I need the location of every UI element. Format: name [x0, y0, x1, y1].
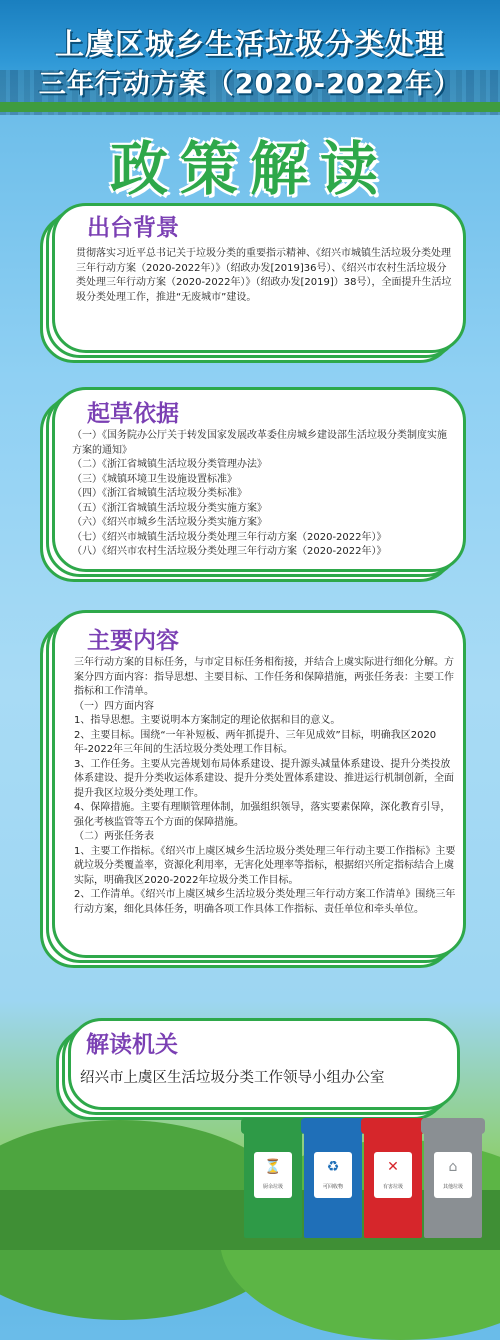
content-paragraph: 2、主要目标。围绕“一年补短板、两年抓提升、三年见成效”目标，明确我区2020年-2022年三年间的生活垃圾分类处理工作目标。	[74, 729, 437, 755]
recyclable-bin	[304, 1128, 362, 1238]
kitchen-waste-bin	[244, 1128, 302, 1238]
basis-item: （四）《浙江省城镇生活垃圾分类标准》	[72, 488, 247, 499]
content-paragraph: （二）两张任务表	[74, 831, 154, 842]
basis-list	[72, 429, 456, 560]
agency-section	[68, 1018, 460, 1110]
bin-lid	[421, 1118, 485, 1134]
basis-item: （一）《国务院办公厅关于转发国家发展改革委住房城乡建设部生活垃圾分类制度实施方案的通知》	[72, 430, 447, 456]
other-waste-bin	[424, 1128, 482, 1238]
content-section	[52, 610, 466, 958]
background-text: 贯彻落实习近平总书记关于垃圾分类的重要指示精神、《绍兴市城镇生活垃圾分类处理三年行动方案（2020-2022年）》（绍政办发[2019]36号）、《绍兴市农村生活垃圾分类处理三年行动方案（2020-2022年）》（绍政办发[2019]）38号），全面提升生活垃圾分类处理工作，推进“无废城市”建设。	[76, 248, 452, 303]
basis-item: （六）《绍兴市城乡生活垃圾分类实施方案》	[72, 517, 267, 528]
garbage-bins	[244, 1118, 484, 1243]
bin-caption: 可回收物	[322, 1184, 343, 1190]
background-heading: 出台背景	[87, 215, 179, 241]
other-waste-icon: ⌂ 其他垃圾	[434, 1152, 472, 1198]
agency-heading: 解读机关	[86, 1032, 178, 1058]
title-line-2: 三年行动方案（2020-2022年）	[38, 69, 462, 100]
content-paragraph: 1、指导思想。主要说明本方案制定的理论依据和目的意义。	[74, 715, 341, 726]
policy-interpretation-banner: 政策解读	[109, 135, 390, 203]
basis-item: （三）《城镇环境卫生设施设置标准》	[72, 473, 237, 485]
title-line-1: 上虞区城乡生活垃圾分类处理	[54, 27, 445, 61]
bin-lid	[361, 1118, 425, 1134]
hazardous-bin	[364, 1128, 422, 1238]
content-paragraph: 三年行动方案的目标任务，与市定目标任务相衔接，并结合上虞实际进行细化分解。方案分四方面内容：指导思想、主要目标、工作任务和保障措施，两张任务表：主要工作指标和工作清单。	[74, 657, 454, 697]
kitchen-waste-icon: ⏳ 厨余垃圾	[254, 1152, 292, 1198]
content-paragraph: （一）四方面内容	[74, 700, 154, 712]
bin-caption: 有害垃圾	[382, 1184, 403, 1190]
basis-item: （二）《浙江省城镇生活垃圾分类管理办法》	[72, 459, 267, 470]
bin-lid	[241, 1118, 305, 1134]
content-heading: 主要内容	[87, 628, 179, 654]
bin-caption: 其他垃圾	[442, 1184, 463, 1190]
agency-name: 绍兴市上虞区生活垃圾分类工作领导小组办公室	[80, 1070, 385, 1086]
content-paragraph: 3、工作任务。主要从完善规划布局体系建设、提升源头减量体系建设、提升分类投放体系建设、提升分类收运体系建设、提升分类处置体系建设、推进运行机制创新，全面提升我区垃圾分类处理工作。	[74, 758, 454, 799]
bin-lid	[301, 1118, 365, 1134]
header-grass	[0, 102, 500, 112]
content-paragraph: 4、保障措施。主要有理顺管理体制，加强组织领导，落实要素保障，深化教育引导，强化考核监管等五个方面的保障措施。	[74, 802, 451, 828]
basis-item: （八）《绍兴市农村生活垃圾分类处理三年行动方案（2020-2022年）》	[72, 546, 387, 557]
content-paragraph: 1、主要工作指标。《绍兴市上虞区城乡生活垃圾分类处理三年行动主要工作指标》主要就垃圾分类覆盖率，资源化利用率，无害化处理率等指标，根据绍兴所定指标结合上虞实际，明确我区2020-2022年垃圾分类工作目标。	[74, 845, 456, 886]
basis-item: （七）《绍兴市城镇生活垃圾分类处理三年行动方案（2020-2022年）》	[72, 531, 387, 543]
basis-item: （五）《浙江省城镇生活垃圾分类实施方案》	[72, 502, 267, 514]
bin-caption: 厨余垃圾	[262, 1184, 283, 1190]
basis-heading: 起草依据	[87, 401, 179, 427]
recyclable-icon: ♻ 可回收物	[314, 1152, 352, 1198]
content-paragraph: 2、工作清单。《绍兴市上虞区城乡生活垃圾分类处理三年行动方案工作清单》围绕三年行动方案，细化具体任务，明确各项工作具体工作指标、责任单位和牵头单位。	[74, 889, 456, 915]
background-section	[52, 203, 466, 353]
hazardous-icon: ✕ 有害垃圾	[374, 1152, 412, 1198]
basis-section	[52, 387, 466, 572]
content-text	[74, 656, 456, 917]
